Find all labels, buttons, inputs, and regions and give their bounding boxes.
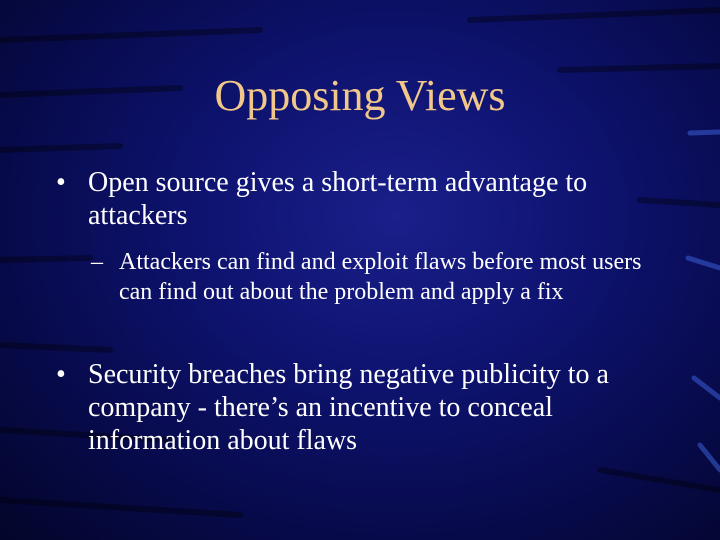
bullet-1-text: Open source gives a short-term advantage to attackers bbox=[88, 167, 588, 231]
bullet-2-marker: • bbox=[56, 359, 66, 390]
sub-bullet-1-text: Attackers can find and exploit flaws before most users can find out about the problem and apply a fix bbox=[119, 249, 642, 305]
sub-bullet-1-marker: – bbox=[91, 249, 103, 275]
bullet-1 bbox=[56, 166, 688, 232]
bullet-1-marker: • bbox=[56, 167, 66, 198]
bullet-2-text: Security breaches bring negative publicity to a company - there’s an incentive to conceal information about flaws bbox=[88, 359, 609, 456]
bullet-2 bbox=[56, 358, 688, 457]
sub-bullet-1 bbox=[91, 247, 679, 307]
slide-title: Opposing Views bbox=[214, 71, 506, 120]
